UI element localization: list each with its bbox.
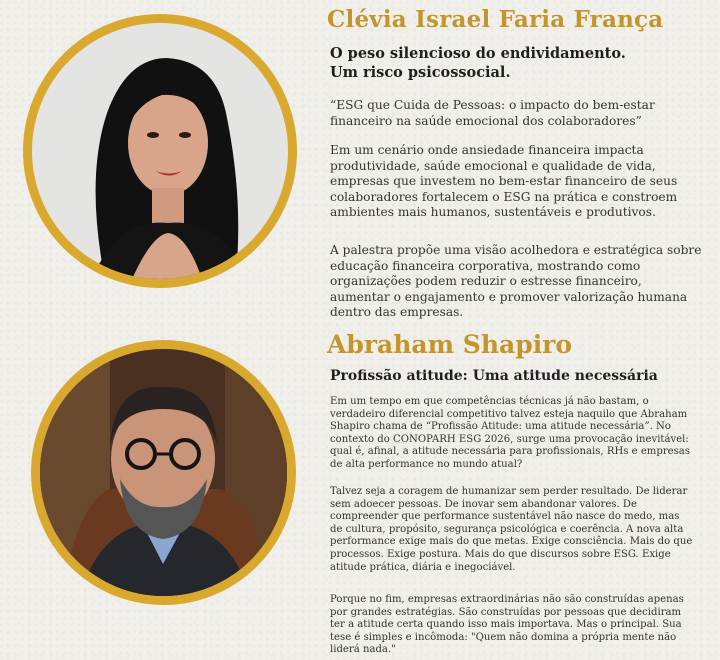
speaker2-paragraph: Porque no fim, empresas extraordinárias não são construídas apenas por grandes estratégias. São construídas por pessoas que decidiram ter a atitude certa quando isso mais importava. Mas o principal. Sua tese é simples e incômoda: "Quem não domina a própria mente não liderá nada." <box>330 594 684 656</box>
woman-portrait-illustration <box>32 23 288 279</box>
speaker2-paragraph: Em um tempo em que competências técnicas já não bastam, o verdadeiro diferencial competitivo talvez esteja naquilo que Abraham Shapiro chama de “Profissão Atitude: uma atitude necessária”. No contexto do CONOPARH ESG 2026, surge uma provocação inevitável: qual é, afinal, a atitude necessária para profissionais, RHs e empresas de alta performance no mundo atual? <box>330 396 690 470</box>
speaker2-talk-title: Profissão atitude: Uma atitude necessária <box>330 368 658 384</box>
speaker2-name: Abraham Shapiro <box>327 330 573 359</box>
speaker2-photo <box>31 340 296 605</box>
speaker1-paragraph: A palestra propõe uma visão acolhedora e estratégica sobre educação financeira corporativa, mostrando como organizações podem reduzir o estresse financeiro, aumentar o engajamento e promover valorização humana dentro das empresas. <box>330 243 702 319</box>
speaker1-photo <box>23 14 297 288</box>
speaker1-name: Clévia Israel Faria França <box>327 6 664 33</box>
speaker1-quote: “ESG que Cuida de Pessoas: o impacto do bem-estar financeiro na saúde emocional dos colaboradores” <box>330 98 655 128</box>
man-portrait-illustration <box>40 349 287 596</box>
talk-title-line: O peso silencioso do endividamento. <box>330 45 626 62</box>
speaker2-paragraph: Talvez seja a coragem de humanizar sem perder resultado. De liderar sem adoecer pessoas. De inovar sem abandonar valores. De compreender que performance sustentável não nasce do medo, mas de cultura, propósito, segurança psicológica e coerência. A nova alta performance exige mais do que metas. Exige consciência. Mais do que processos. Exige postura. Mais do que discursos sobre ESG. Exige atitude prática, diária e inegociável. <box>330 486 693 573</box>
speaker1-talk-title <box>330 44 700 82</box>
talk-title-line: Um risco psicossocial. <box>330 64 511 81</box>
speaker1-paragraph: Em um cenário onde ansiedade financeira impacta produtividade, saúde emocional e qualidade de vida, empresas que investem no bem-estar financeiro de seus colaboradores fortalecem o ESG na prática e constroem ambientes mais humanos, sustentáveis e produtivos. <box>330 143 678 219</box>
